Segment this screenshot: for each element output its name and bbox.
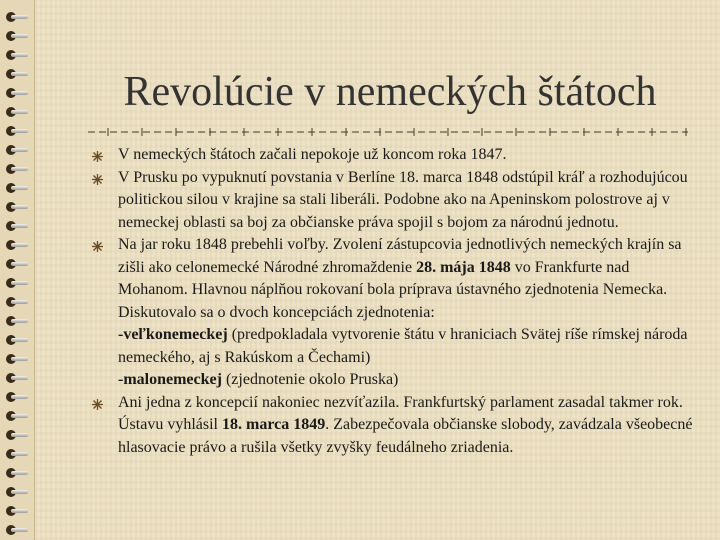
- concept-name: -veľkonemeckej: [118, 326, 228, 343]
- binding-ring-icon: [6, 314, 28, 328]
- sub-item-1: [92, 324, 702, 369]
- binding-ring-icon: [6, 333, 28, 347]
- binding-ring-icon: [6, 238, 28, 252]
- bullet-text: . Zabezpečovala občianske slobody, zavádzala všeobecné hlasovacie právo a rušila všetky zvyšky feudálneho zriadenia.: [118, 416, 693, 456]
- binding-ring-icon: [6, 276, 28, 290]
- spiral-binding: [0, 0, 35, 540]
- binding-ring-icon: [6, 523, 28, 537]
- binding-ring-icon: [6, 219, 28, 233]
- binding-ring-icon: [6, 67, 28, 81]
- binding-ring-icon: [6, 390, 28, 404]
- binding-ring-icon: [6, 371, 28, 385]
- bullet-item-2: [92, 167, 702, 235]
- binding-ring-icon: [6, 295, 28, 309]
- sub-item-2: [92, 369, 702, 392]
- slide-content: [92, 144, 702, 459]
- binding-ring-icon: [6, 124, 28, 138]
- bullet-item-3: [92, 234, 702, 324]
- bullet-text: V nemeckých štátoch začali nepokoje už koncom roka 1847.: [118, 146, 507, 163]
- asterisk-bullet-icon: [92, 241, 103, 252]
- bullet-text: Na jar roku 1848 prebehli voľby. Zvolení zástupcovia jednotlivých nemeckých krajín sa zišli ako celonemecké Národné zhromaždenie: [118, 236, 682, 276]
- binding-ring-icon: [6, 200, 28, 214]
- binding-ring-icon: [6, 48, 28, 62]
- bullet-item-1: [92, 144, 702, 167]
- binding-ring-icon: [6, 504, 28, 518]
- binding-ring-icon: [6, 447, 28, 461]
- binding-ring-icon: [6, 86, 28, 100]
- binding-ring-icon: [6, 10, 28, 24]
- asterisk-bullet-icon: [92, 399, 103, 410]
- binding-ring-icon: [6, 257, 28, 271]
- title-divider: [88, 128, 688, 136]
- bullet-text: Ani jedna z koncepcií nakoniec nezvíťazila. Frankfurtský parlament zasadal takmer rok. Ústavu vyhlásil: [118, 393, 683, 433]
- binding-ring-icon: [6, 409, 28, 423]
- binding-ring-icon: [6, 29, 28, 43]
- concept-name: -malonemeckej: [118, 371, 222, 388]
- bullet-item-4: [92, 392, 702, 460]
- sub-text: (zjednotenie okolo Pruska): [221, 371, 399, 388]
- sub-text: (predpokladala vytvorenie štátu v hraniciach Svätej ríše rímskej národa nemeckého, aj s Rakúskom a Čechami): [118, 326, 688, 366]
- binding-ring-icon: [6, 428, 28, 442]
- slide-title: Revolúcie v nemeckých štátoch: [123, 69, 657, 115]
- date-highlight: 18. marca 1849: [222, 416, 326, 433]
- binding-ring-icon: [6, 352, 28, 366]
- date-highlight: 28. mája 1848: [416, 258, 511, 276]
- bullet-text: vo Frankfurte nad Mohanom. Hlavnou náplňou rokovaní bola príprava ústavného zjednotenia Nemecka. Diskutovalo sa o dvoch koncepciách zjednotenia:: [118, 258, 668, 321]
- binding-ring-icon: [6, 181, 28, 195]
- asterisk-bullet-icon: [92, 151, 103, 162]
- binding-ring-icon: [6, 143, 28, 157]
- bullet-text: V Prusku po vypuknutí povstania v Berlíne 18. marca 1848 odstúpil kráľ a rozhodujúcou politickou silou v krajine sa stali liberáli. Podobne ako na Apeninskom polostrove aj v nemeckej oblasti sa boj za občianske práva spojil s bojom za národnú jednotu.: [118, 168, 688, 231]
- asterisk-bullet-icon: [92, 174, 103, 185]
- binding-ring-icon: [6, 162, 28, 176]
- binding-ring-icon: [6, 105, 28, 119]
- binding-ring-icon: [6, 466, 28, 480]
- binding-ring-icon: [6, 485, 28, 499]
